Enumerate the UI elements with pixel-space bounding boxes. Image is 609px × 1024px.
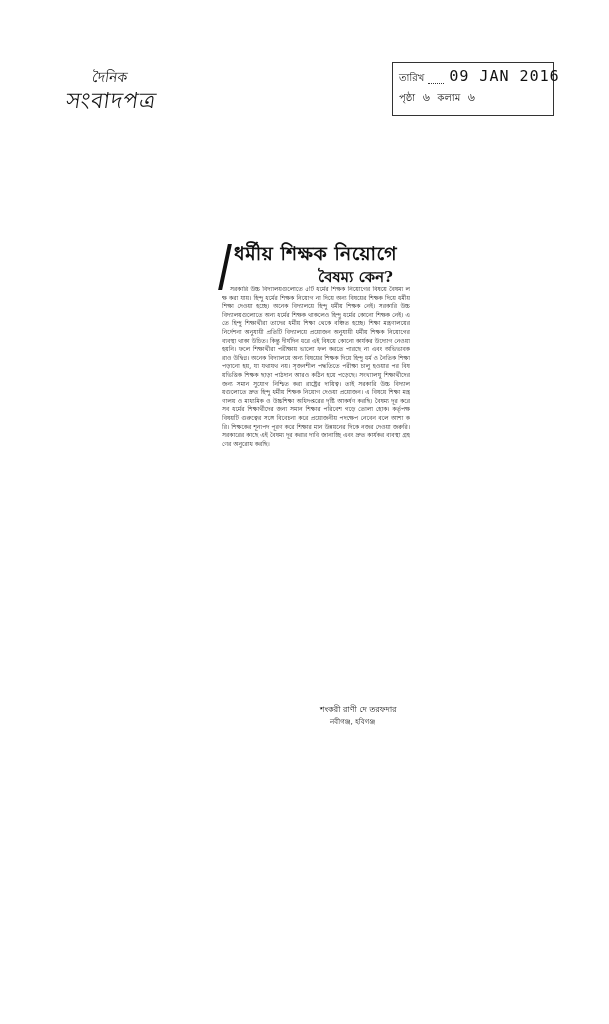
masthead-line-1: দৈনিক: [90, 70, 129, 86]
newspaper-clipping: [222, 238, 412, 762]
stamp-date-value: 09 JAN 2016: [449, 67, 560, 85]
stamp-date-label: তারিখ: [399, 73, 425, 84]
stamp-page-row: [399, 89, 547, 111]
article-body-paragraph: সরকারি উচ্চ বিদ্যালয়গুলোতে ৫টি ধর্মের শিক্ষক নিয়োগের বিষয়ে বৈষম্য লক্ষ করা যায়। হিন্দু ধর্মের শিক্ষক নিয়োগ না দিয়ে অন্য বিষয়ের শিক্ষক দিয়ে ধর্মীয় শিক্ষা দেওয়া হচ্ছে। অনেক বিদ্যালয়ে হিন্দু ধর্মীয় শিক্ষক নেই। সরকারি উচ্চ বিদ্যালয়গুলোতে অন্য ধর্মের শিক্ষক থাকলেও হিন্দু ধর্মের কোনো শিক্ষক নেই। এতে হিন্দু শিক্ষার্থীরা তাদের ধর্মীয় শিক্ষা থেকে বঞ্চিত হচ্ছে। শিক্ষা মন্ত্রণালয়ের নির্দেশনা অনুযায়ী প্রতিটি বিদ্যালয়ে প্রয়োজন অনুযায়ী ধর্মীয় শিক্ষক নিয়োগের ব্যবস্থা থাকা উচিত। কিন্তু দীর্ঘদিন ধরে এই বিষয়ে কোনো কার্যকর উদ্যোগ নেওয়া হয়নি। ফলে শিক্ষার্থীরা পরীক্ষায় ভালো ফল করতে পারছে না এবং অভিভাবকরাও উদ্বিগ্ন। অনেক বিদ্যালয়ে অন্য বিষয়ের শিক্ষক দিয়ে হিন্দু ধর্ম ও নৈতিক শিক্ষা পড়ানো হয়, যা যথাযথ নয়। সৃজনশীল পদ্ধতিতে পরীক্ষা চালু হওয়ার পর বিষয়ভিত্তিক শিক্ষক ছাড়া পাঠদান আরও কঠিন হয়ে পড়েছে। সংখ্যালঘু শিক্ষার্থীদের জন্য সমান সুযোগ নিশ্চিত করা রাষ্ট্রের দায়িত্ব। তাই সরকারি উচ্চ বিদ্যালয়গুলোতে দ্রুত হিন্দু ধর্মীয় শিক্ষক নিয়োগ দেওয়া প্রয়োজন। এ বিষয়ে শিক্ষা মন্ত্রণালয় ও মাধ্যমিক ও উচ্চশিক্ষা অধিদপ্তরের দৃষ্টি আকর্ষণ করছি। বৈষম্য দূর করে সব ধর্মের শিক্ষার্থীদের জন্য সমান শিক্ষার পরিবেশ গড়ে তোলা হোক। কর্তৃপক্ষ বিষয়টি গুরুত্বের সঙ্গে বিবেচনা করে প্রয়োজনীয় পদক্ষেপ নেবেন বলে আশা করি। শিক্ষকের শূন্যপদ পূরণ করে শিক্ষার মান উন্নয়নের দিকে নজর দেওয়া জরুরি। সরকারের কাছে এই বৈষম্য দূর করার দাবি জানাচ্ছি এবং দ্রুত কার্যকর ব্যবস্থা গ্রহণের অনুরোধ করছি।: [222, 286, 410, 448]
article-signature-name: শংকরী রাণী দে তরফদার: [320, 705, 397, 714]
stamp-page-value: ৬: [422, 91, 430, 104]
stamp-column-value: ৬: [467, 91, 475, 104]
article-body: [222, 286, 410, 690]
stamp-column-label: কলাম: [437, 93, 461, 104]
masthead-line-2: সংবাদপত্র: [64, 89, 159, 114]
newspaper-masthead-logo: [66, 66, 176, 116]
article-headline: ধর্মীয় শিক্ষক নিয়োগে: [234, 243, 398, 265]
article-signature-place: নবীগঞ্জ, হবিগঞ্জ: [330, 718, 376, 726]
stamp-page-label: পৃষ্ঠা: [399, 93, 416, 104]
article-subheadline: বৈষম্য কেন?: [318, 268, 393, 286]
stamp-date-row: [399, 67, 560, 89]
headline-slash-mark: [218, 244, 232, 290]
stamp-dots: [428, 73, 444, 84]
archive-stamp: [392, 62, 560, 116]
